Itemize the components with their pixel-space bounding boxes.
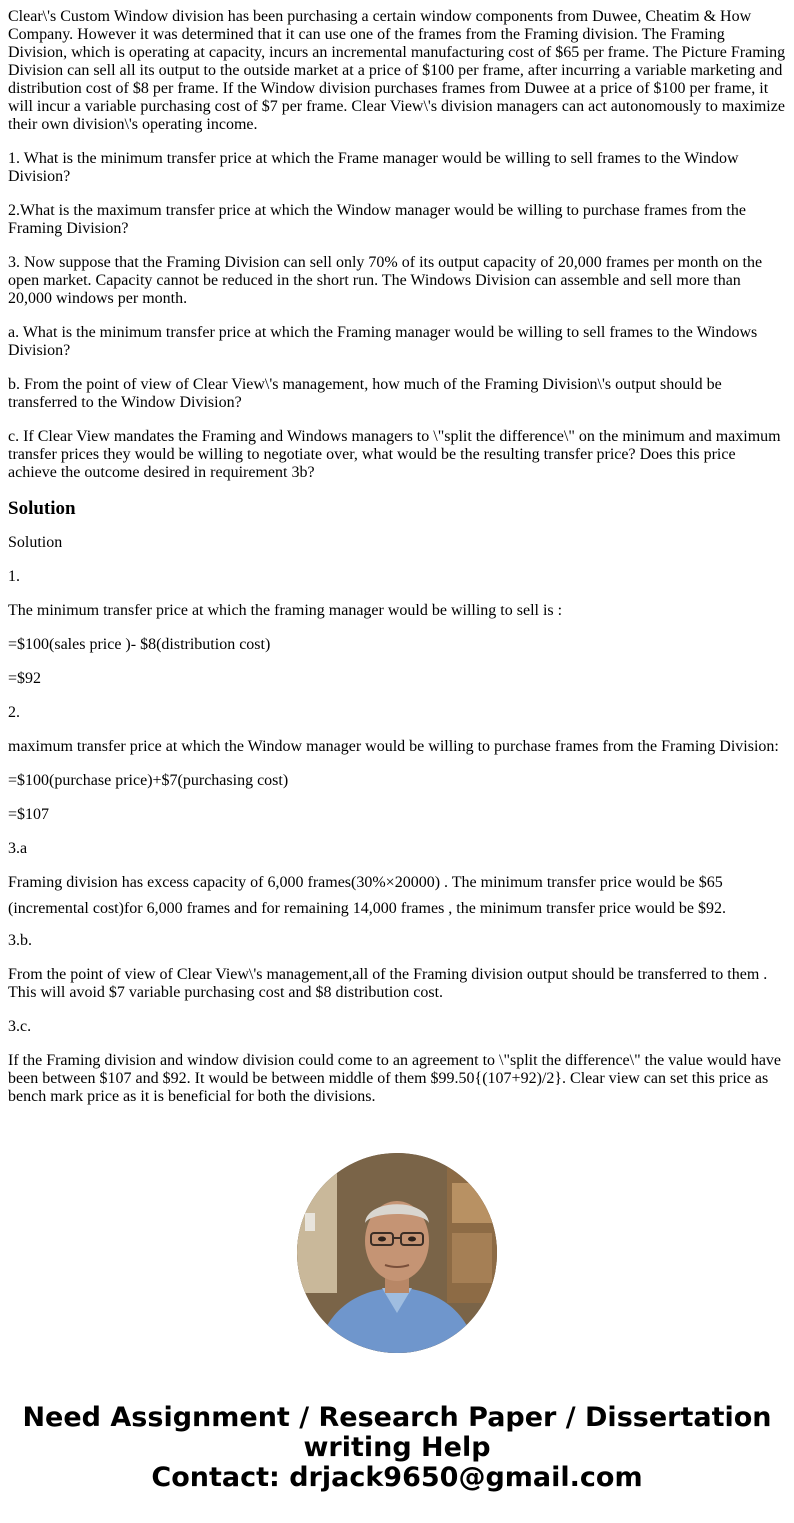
question-2: 2.What is the maximum transfer price at which the Window manager would be willing to purchase frames from the Framing Division? — [8, 202, 746, 237]
answer-3c-number: 3.c. — [8, 1018, 32, 1035]
question-3b: b. From the point of view of Clear View\'s management, how much of the Framing Division\'s output should be transferred to the Window Division? — [8, 376, 722, 411]
document-body — [8, 8, 786, 1122]
answer-1-number: 1. — [8, 568, 20, 585]
answer-2-number: 2. — [8, 704, 20, 721]
promo-line-2: writing Help — [303, 1432, 491, 1463]
answer-1-calculation: =$100(sales price )- $8(distribution cost) — [8, 636, 271, 653]
solution-heading: Solution — [8, 498, 76, 519]
question-intro: Clear\'s Custom Window division has been purchasing a certain window components from Duwee, Cheatim & How Company. However it was determined that it can use one of the frames from the Framing division. The Framing Division, which is operating at capacity, incurs an incremental manufacturing cost of $65 per frame. The Picture Framing Division can sell all its output to the outside market at a price of $100 per frame, after incurring a variable marketing and distribution cost of $8 per frame. If the Window division purchases frames from Duwee at a price of $100 per frame, it will incur a variable purchasing cost of $7 per frame. Clear View\'s division managers can act autonomously to maximize their own division\'s operating income. — [8, 8, 786, 133]
answer-1-text: The minimum transfer price at which the framing manager would be willing to sell is : — [8, 602, 563, 619]
promo-contact: Contact: drjack9650@gmail.com — [151, 1462, 643, 1493]
question-1: 1. What is the minimum transfer price at which the Frame manager would be willing to sell frames to the Window Division? — [8, 150, 739, 185]
answer-2-calculation: =$100(purchase price)+$7(purchasing cost) — [8, 772, 289, 789]
answer-2-result: =$107 — [8, 806, 50, 823]
promo-line-1: Need Assignment / Research Paper / Dissertation — [22, 1402, 772, 1433]
author-photo — [297, 1153, 497, 1353]
answer-3a-text: Framing division has excess capacity of 6,000 frames(30%×20000) . The minimum transfer price would be $65 (incremental cost)for 6,000 frames and for remaining 14,000 frames , the minimum transfer price would be $92. — [8, 874, 726, 917]
answer-1-result: =$92 — [8, 670, 42, 687]
promo-banner — [0, 1403, 794, 1493]
answer-3b-number: 3.b. — [8, 932, 32, 949]
answer-3a-number: 3.a — [8, 840, 28, 857]
question-3c: c. If Clear View mandates the Framing and Windows managers to \"split the difference\" on the minimum and maximum transfer prices they would be willing to negotiate over, what would be the resulting transfer price? Does this price achieve the outcome desired in requirement 3b? — [8, 428, 781, 481]
question-3: 3. Now suppose that the Framing Division can sell only 70% of its output capacity of 20,000 frames per month on the open market. Capacity cannot be reduced in the short run. The Windows Division can assemble and sell more than 20,000 windows per month. — [8, 254, 763, 307]
answer-3c-text: If the Framing division and window division could come to an agreement to \"split the difference\" the value would have been between $107 and $92. It would be between middle of them $99.50{(107+92)/2}. Clear view can set this price as bench mark price as it is beneficial for both the divisions. — [8, 1052, 782, 1105]
question-3a: a. What is the minimum transfer price at which the Framing manager would be willing to sell frames to the Windows Division? — [8, 324, 758, 359]
answer-3b-text: From the point of view of Clear View\'s management,all of the Framing division output should be transferred to them . This will avoid $7 variable purchasing cost and $8 distribution cost. — [8, 966, 768, 1001]
answer-2-text: maximum transfer price at which the Window manager would be willing to purchase frames from the Framing Division: — [8, 738, 779, 755]
solution-label: Solution — [8, 534, 63, 551]
